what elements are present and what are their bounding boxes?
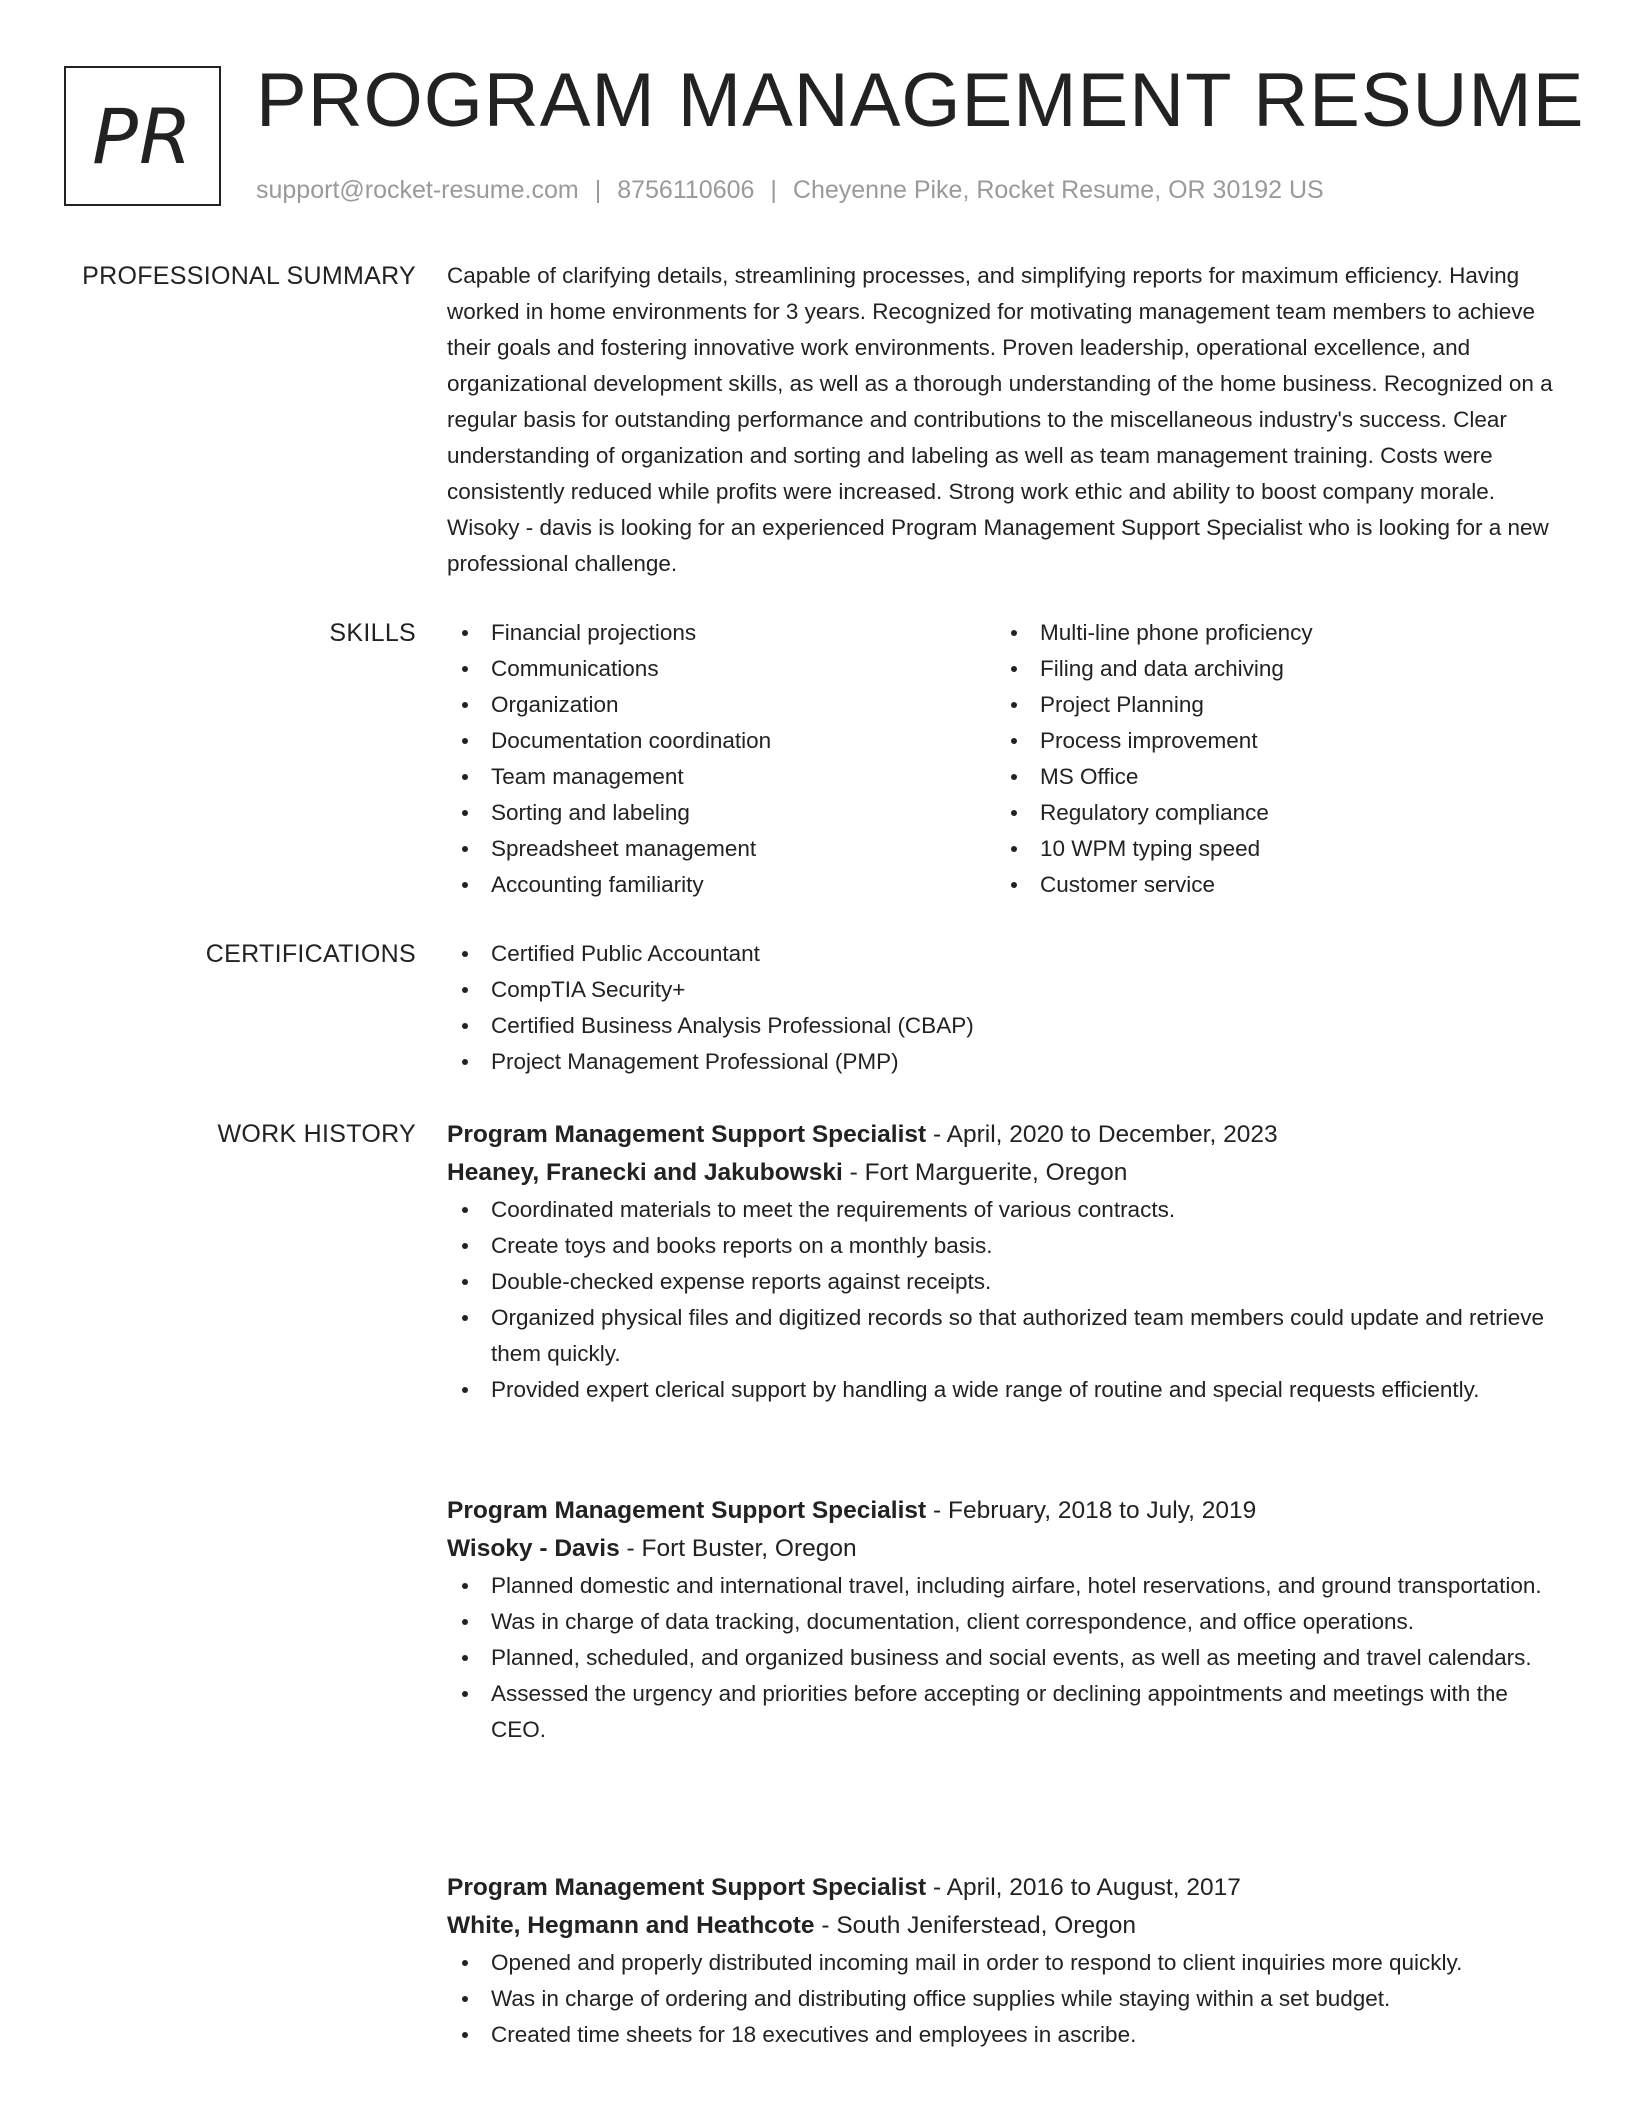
job-entry xyxy=(447,1869,1567,2053)
job-company-line xyxy=(447,1530,1567,1568)
skills-list-left xyxy=(447,615,996,903)
job-duty-item: Create toys and books reports on a monthly basis. xyxy=(447,1228,1567,1264)
skill-item: Customer service xyxy=(996,867,1545,903)
skill-item: Filing and data archiving xyxy=(996,651,1545,687)
job-company-line xyxy=(447,1154,1567,1192)
skill-item: Communications xyxy=(447,651,996,687)
skill-item: Multi-line phone proficiency xyxy=(996,615,1545,651)
certification-item: Certified Public Accountant xyxy=(447,936,1567,972)
job-location: - South Jeniferstead, Oregon xyxy=(814,1912,1136,1939)
job-dates: - April, 2016 to August, 2017 xyxy=(926,1874,1241,1901)
skill-item: Spreadsheet management xyxy=(447,831,996,867)
section-label-skills: SKILLS xyxy=(329,619,416,647)
job-entry xyxy=(447,1492,1567,1748)
certification-item: Project Management Professional (PMP) xyxy=(447,1044,1567,1080)
certifications-list xyxy=(447,936,1567,1080)
summary-text: Capable of clarifying details, streamlining processes, and simplifying reports for maximum efficiency. Having worked in home environments for 3 years. Recognized for motivating management team members to achieve their goals and fostering innovative work environments. Proven leadership, operational excellence, and organizational development skills, as well as a thorough understanding of the home business. Recognized on a regular basis for outstanding performance and contributions to the miscellaneous industry's success. Clear understanding of organization and sorting and labeling as well as team management training. Costs were consistently reduced while profits were increased. Strong work ethic and ability to boost company morale. Wisoky - davis is looking for an experienced Program Management Support Specialist who is looking for a new professional challenge. xyxy=(447,263,1553,576)
job-dates: - February, 2018 to July, 2019 xyxy=(926,1497,1257,1524)
job-duty-item: Double-checked expense reports against receipts. xyxy=(447,1264,1567,1300)
job-company: White, Hegmann and Heathcote xyxy=(447,1912,815,1939)
job-duty-item: Was in charge of ordering and distributing office supplies while staying within a set budget. xyxy=(447,1981,1567,2017)
contact-separator: | xyxy=(770,176,777,204)
contact-email[interactable]: support@rocket-resume.com xyxy=(256,176,579,204)
skill-item: Regulatory compliance xyxy=(996,795,1545,831)
monogram-box xyxy=(64,66,221,206)
job-company-line xyxy=(447,1907,1567,1945)
skill-item: Accounting familiarity xyxy=(447,867,996,903)
job-title-line xyxy=(447,1116,1567,1154)
skill-item: Sorting and labeling xyxy=(447,795,996,831)
job-duties-list xyxy=(447,1568,1567,1748)
job-duty-item: Planned domestic and international travel, including airfare, hotel reservations, and ground transportation. xyxy=(447,1568,1567,1604)
job-title: Program Management Support Specialist xyxy=(447,1121,927,1148)
job-title-line xyxy=(447,1869,1567,1907)
section-label-certifications: CERTIFICATIONS xyxy=(205,940,416,968)
resume-title: PROGRAM MANAGEMENT RESUME xyxy=(256,58,1585,143)
job-duties-list xyxy=(447,1945,1567,2053)
job-duty-item: Was in charge of data tracking, documentation, client correspondence, and office operations. xyxy=(447,1604,1567,1640)
job-dates: - April, 2020 to December, 2023 xyxy=(926,1121,1278,1148)
job-duty-item: Created time sheets for 18 executives and employees in ascribe. xyxy=(447,2017,1567,2053)
job-duties-list xyxy=(447,1192,1567,1408)
contact-line xyxy=(256,174,1324,206)
skill-item: MS Office xyxy=(996,759,1545,795)
job-duty-item: Opened and properly distributed incoming mail in order to respond to client inquiries more quickly. xyxy=(447,1945,1567,1981)
contact-phone[interactable]: 8756110606 xyxy=(617,176,755,204)
contact-separator: | xyxy=(594,176,602,204)
section-label-work-history: WORK HISTORY xyxy=(217,1120,416,1148)
job-duty-item: Coordinated materials to meet the requirements of various contracts. xyxy=(447,1192,1567,1228)
job-title: Program Management Support Specialist xyxy=(447,1874,927,1901)
job-duty-item: Planned, scheduled, and organized business and social events, as well as meeting and travel calendars. xyxy=(447,1640,1567,1676)
skill-item: Team management xyxy=(447,759,996,795)
skills-list-right xyxy=(996,615,1545,903)
job-duty-item: Provided expert clerical support by handling a wide range of routine and special requests efficiently. xyxy=(447,1372,1567,1408)
certification-item: CompTIA Security+ xyxy=(447,972,1567,1008)
job-company: Wisoky - Davis xyxy=(447,1535,620,1562)
job-entry xyxy=(447,1116,1567,1408)
job-location: - Fort Marguerite, Oregon xyxy=(842,1159,1128,1186)
job-title: Program Management Support Specialist xyxy=(447,1497,927,1524)
skill-item: Process improvement xyxy=(996,723,1545,759)
job-duty-item: Organized physical files and digitized records so that authorized team members could update and retrieve them quickly. xyxy=(447,1300,1567,1372)
skill-item: Project Planning xyxy=(996,687,1545,723)
skill-item: Organization xyxy=(447,687,996,723)
skill-item: 10 WPM typing speed xyxy=(996,831,1545,867)
contact-address: Cheyenne Pike, Rocket Resume, OR 30192 US xyxy=(792,176,1324,204)
section-label-summary: PROFESSIONAL SUMMARY xyxy=(82,262,416,290)
job-company: Heaney, Franecki and Jakubowski xyxy=(447,1159,843,1186)
skill-item: Documentation coordination xyxy=(447,723,996,759)
job-duty-item: Assessed the urgency and priorities before accepting or declining appointments and meetings with the CEO. xyxy=(447,1676,1567,1748)
job-location: - Fort Buster, Oregon xyxy=(619,1535,857,1562)
job-title-line xyxy=(447,1492,1567,1530)
skill-item: Financial projections xyxy=(447,615,996,651)
certification-item: Certified Business Analysis Professional (CBAP) xyxy=(447,1008,1567,1044)
monogram-text: PR xyxy=(92,91,193,181)
